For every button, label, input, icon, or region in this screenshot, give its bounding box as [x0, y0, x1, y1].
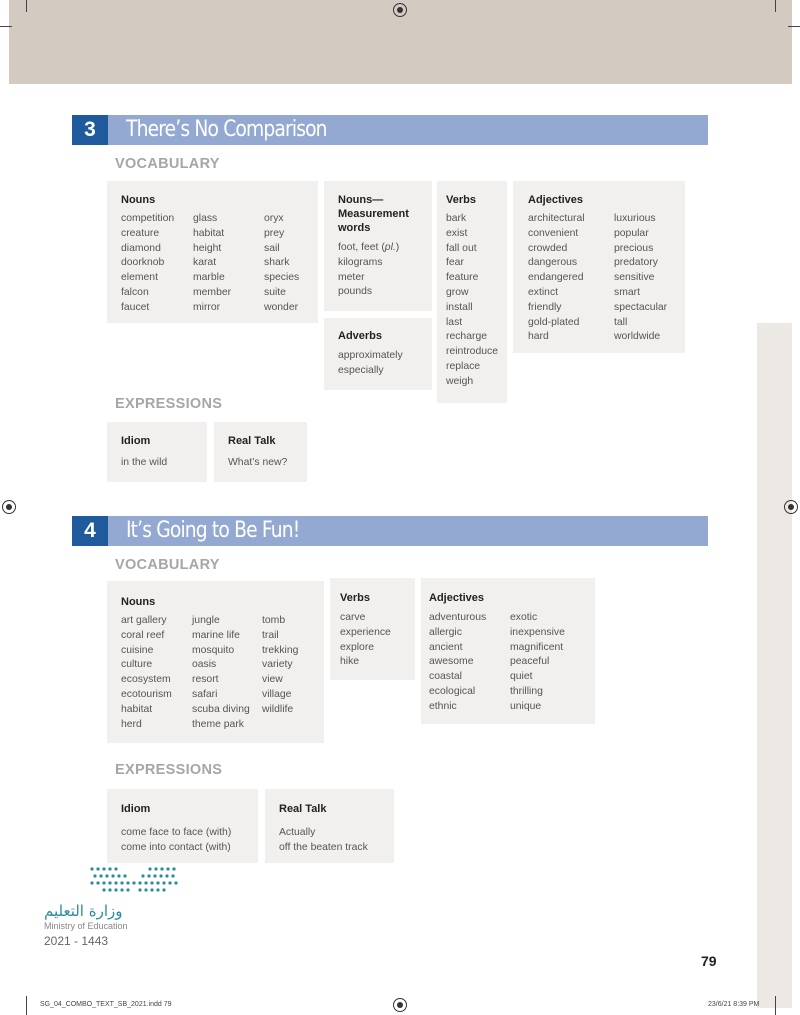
real-talk-list	[279, 825, 368, 855]
word: culture	[121, 659, 153, 671]
registration-mark-icon	[393, 998, 407, 1012]
word: member	[193, 286, 232, 298]
word: dangerous	[528, 257, 578, 269]
nouns-column	[262, 614, 298, 718]
heading-line: words	[338, 222, 371, 234]
nouns-column	[121, 212, 174, 316]
adjectives-box	[513, 181, 685, 353]
verbs-box	[437, 181, 507, 403]
registration-mark-icon	[2, 500, 16, 514]
registration-mark-icon	[393, 3, 407, 17]
footer-file-name: SG_04_COMBO_TEXT_SB_2021.indd 79	[40, 1001, 172, 1008]
word: experience	[340, 626, 391, 638]
word: luxurious	[614, 213, 656, 224]
word: prey	[264, 227, 285, 239]
word: oryx	[264, 213, 284, 224]
word: herd	[121, 718, 142, 730]
word: doorknob	[121, 257, 165, 269]
word	[338, 241, 399, 256]
word: precious	[614, 242, 654, 254]
word: ethnic	[429, 700, 457, 712]
word: smart	[614, 286, 640, 298]
word: trekking	[262, 644, 299, 656]
word: cuisine	[121, 644, 154, 656]
word: creature	[121, 227, 160, 239]
nouns-heading: Nouns	[121, 194, 156, 206]
verbs-heading: Verbs	[446, 194, 476, 206]
word: adventurous	[429, 612, 487, 623]
verbs-box	[330, 578, 415, 680]
real-talk-box	[214, 422, 307, 482]
measurement-heading	[338, 193, 409, 235]
nouns-box	[107, 181, 318, 323]
word: element	[121, 272, 158, 284]
section-number: 4	[72, 516, 108, 546]
word: especially	[338, 364, 384, 376]
word: tall	[614, 316, 628, 328]
word: meter	[338, 271, 365, 283]
word: endangered	[528, 272, 584, 284]
word: tomb	[262, 615, 286, 626]
nouns-column	[192, 614, 250, 732]
crop-mark	[26, 996, 27, 1015]
section-4-header	[72, 516, 708, 546]
word: ecological	[429, 685, 476, 697]
word: predatory	[614, 257, 658, 269]
word: marble	[193, 272, 225, 284]
registration-mark-icon	[784, 500, 798, 514]
word-text: )	[395, 242, 400, 253]
word: feature	[446, 272, 479, 284]
word: exotic	[510, 612, 538, 623]
real-talk-item: off the beaten track	[279, 842, 368, 853]
heading-line: Measurement	[338, 208, 409, 220]
real-talk-heading: Real Talk	[228, 435, 276, 447]
measurement-words-box	[324, 181, 432, 311]
word: mirror	[193, 301, 221, 313]
word: extinct	[528, 286, 559, 298]
ministry-logo-icon	[90, 866, 180, 894]
word: awesome	[429, 656, 474, 668]
word: variety	[262, 659, 293, 671]
word: ancient	[429, 641, 463, 653]
real-talk-item: What’s new?	[228, 457, 288, 468]
word: reintroduce	[446, 346, 498, 358]
word: marine life	[192, 629, 240, 641]
word: architectural	[528, 213, 585, 224]
word: art gallery	[121, 615, 167, 626]
word: sail	[264, 242, 280, 254]
word: gold-plated	[528, 316, 580, 328]
word: suite	[264, 286, 286, 298]
word: weigh	[446, 375, 474, 387]
vocabulary-label: VOCABULARY	[115, 557, 220, 573]
crop-mark	[0, 26, 12, 27]
adjectives-column	[510, 611, 565, 715]
word: habitat	[121, 703, 153, 715]
word-text: foot, feet (	[338, 242, 385, 253]
expressions-label: EXPRESSIONS	[115, 396, 223, 412]
word: grow	[446, 286, 469, 298]
word: karat	[193, 257, 217, 269]
idiom-box	[107, 422, 207, 482]
word: competition	[121, 213, 175, 224]
adverbs-box	[324, 318, 432, 390]
word: bark	[446, 213, 467, 224]
word: carve	[340, 612, 366, 623]
word: scuba diving	[192, 703, 250, 715]
word: sensitive	[614, 272, 655, 284]
verbs-list	[340, 611, 391, 670]
idiom-heading: Idiom	[121, 803, 151, 815]
measurement-list	[338, 241, 399, 300]
word: recharge	[446, 331, 488, 343]
page-number: 79	[701, 953, 717, 969]
word: ecotourism	[121, 688, 172, 700]
word: ecosystem	[121, 674, 171, 686]
section-number: 3	[72, 115, 108, 145]
adjectives-column	[528, 212, 585, 345]
footer-date: 23/6/21 8:39 PM	[708, 1001, 760, 1008]
idiom-item: in the wild	[121, 457, 168, 468]
adjectives-heading: Adjectives	[429, 592, 485, 604]
plural-abbrev: pl.	[384, 242, 396, 253]
idiom-heading: Idiom	[121, 435, 151, 447]
nouns-heading: Nouns	[121, 596, 156, 608]
word: worldwide	[614, 331, 661, 343]
section-3-header	[72, 115, 708, 145]
word: quiet	[510, 671, 533, 683]
real-talk-item: Actually	[279, 827, 316, 838]
word: hike	[340, 656, 360, 668]
word: mosquito	[192, 644, 235, 656]
word: hard	[528, 331, 549, 343]
word: village	[262, 688, 292, 700]
word: fall out	[446, 242, 477, 254]
nouns-column	[193, 212, 231, 316]
word: kilograms	[338, 256, 383, 268]
crop-mark	[775, 996, 776, 1015]
word: glass	[193, 213, 218, 224]
ministry-name-arabic: وزارة التعليم	[44, 902, 123, 920]
word: last	[446, 316, 463, 328]
word: friendly	[528, 301, 562, 313]
adjectives-box	[421, 578, 595, 724]
word: allergic	[429, 626, 462, 638]
word: crowded	[528, 242, 568, 254]
word: thrilling	[510, 685, 543, 697]
crop-mark	[788, 26, 800, 27]
nouns-box	[107, 581, 324, 743]
idiom-list	[121, 825, 231, 855]
word: wonder	[264, 301, 299, 313]
idiom-box	[107, 789, 258, 863]
word: coastal	[429, 671, 462, 683]
real-talk-box	[265, 789, 394, 863]
word: species	[264, 272, 300, 284]
word: exist	[446, 227, 468, 239]
word: spectacular	[614, 301, 668, 313]
word: coral reef	[121, 629, 165, 641]
word: safari	[192, 688, 218, 700]
idiom-item: come face to face (with)	[121, 827, 232, 838]
word: replace	[446, 360, 481, 372]
expressions-label: EXPRESSIONS	[115, 762, 223, 778]
word: install	[446, 301, 473, 313]
real-talk-heading: Real Talk	[279, 803, 327, 815]
section-title: It’s Going to Be Fun!	[126, 518, 300, 543]
crop-mark	[775, 0, 776, 12]
word: wildlife	[262, 703, 294, 715]
word: magnificent	[510, 641, 564, 653]
verbs-heading: Verbs	[340, 592, 370, 604]
vocabulary-label: VOCABULARY	[115, 156, 220, 172]
nouns-column	[121, 614, 172, 732]
word: jungle	[192, 615, 220, 626]
word: convenient	[528, 227, 579, 239]
word: approximately	[338, 350, 403, 361]
ministry-name-english: Ministry of Education	[44, 921, 128, 931]
word: inexpensive	[510, 626, 565, 638]
word: diamond	[121, 242, 161, 254]
word: resort	[192, 674, 219, 686]
heading-line: Nouns—	[338, 194, 384, 206]
adjectives-column	[614, 212, 667, 345]
word: oasis	[192, 659, 217, 671]
word: explore	[340, 641, 375, 653]
word: popular	[614, 227, 649, 239]
nouns-column	[264, 212, 299, 316]
word: pounds	[338, 286, 373, 298]
word: height	[193, 242, 222, 254]
word: falcon	[121, 286, 149, 298]
adverbs-heading: Adverbs	[338, 330, 383, 342]
word: faucet	[121, 301, 150, 313]
section-title: There’s No Comparison	[126, 117, 327, 142]
adjectives-heading: Adjectives	[528, 194, 584, 206]
adverbs-list	[338, 349, 403, 379]
word: fear	[446, 257, 464, 269]
adjectives-column	[429, 611, 486, 715]
word: view	[262, 674, 283, 686]
word: unique	[510, 700, 542, 712]
word: shark	[264, 257, 290, 269]
word: theme park	[192, 718, 244, 730]
word: trail	[262, 629, 279, 641]
verbs-list	[446, 212, 498, 390]
word: habitat	[193, 227, 225, 239]
word: peaceful	[510, 656, 550, 668]
ministry-year: 2021 - 1443	[44, 934, 109, 948]
idiom-item: come into contact (with)	[121, 842, 231, 853]
side-color-band	[757, 323, 792, 1008]
crop-mark	[26, 0, 27, 12]
